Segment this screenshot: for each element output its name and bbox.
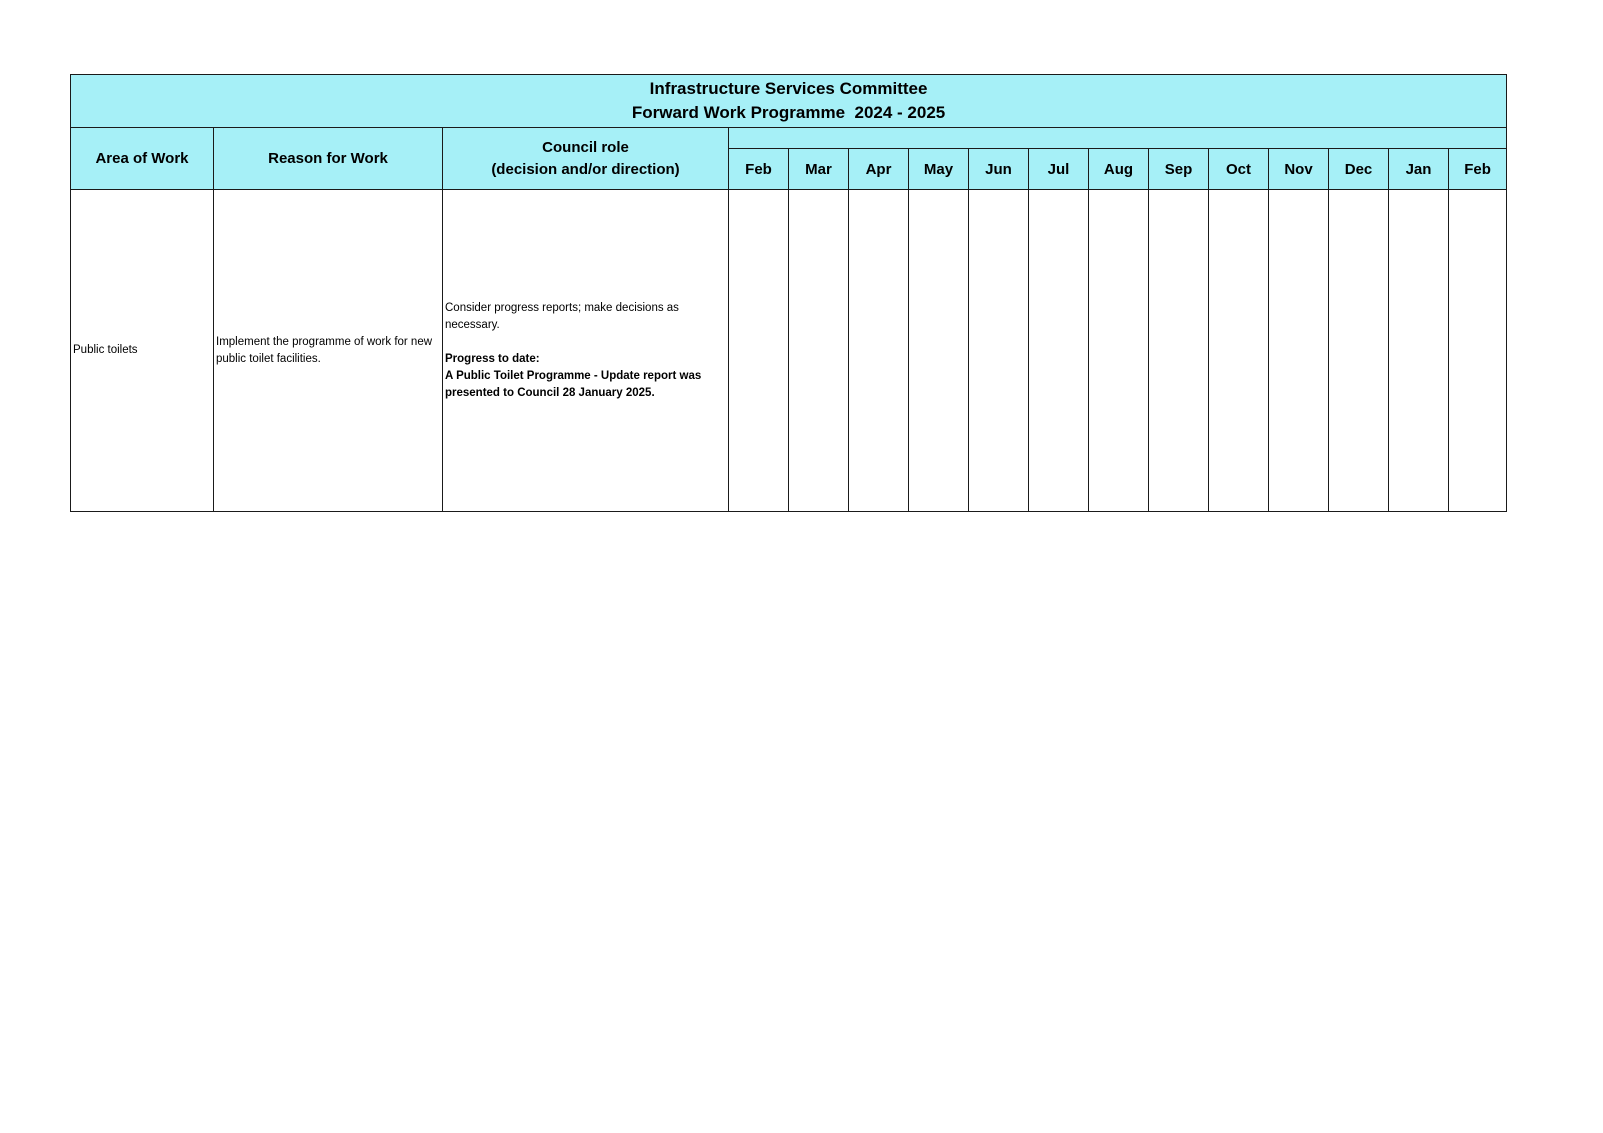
month-cell <box>1269 190 1329 512</box>
month-cell <box>1389 190 1449 512</box>
month-header: Oct <box>1209 149 1269 190</box>
month-header: Dec <box>1329 149 1389 190</box>
table-title <box>71 75 1507 128</box>
month-header: Sep <box>1149 149 1209 190</box>
month-cell <box>1089 190 1149 512</box>
council-role-text: Consider progress reports; make decisions as necessary. <box>445 301 679 331</box>
council-role-content <box>443 300 728 402</box>
council-role-label: Council role <box>542 138 629 156</box>
month-header: Nov <box>1269 149 1329 190</box>
header-area-of-work: Area of Work <box>71 128 214 190</box>
reason-for-work-cell <box>214 190 443 512</box>
month-header: May <box>909 149 969 190</box>
month-cell <box>1449 190 1507 512</box>
month-cell <box>909 190 969 512</box>
council-role-sublabel: (decision and/or direction) <box>491 160 680 178</box>
month-cell <box>969 190 1029 512</box>
month-cell <box>1329 190 1389 512</box>
work-programme-table <box>70 74 1507 512</box>
programme-title: Forward Work Programme 2024 - 2025 <box>631 103 946 122</box>
table-row <box>71 190 1507 512</box>
month-header: Feb <box>729 149 789 190</box>
month-header: Feb <box>1449 149 1507 190</box>
month-cell <box>789 190 849 512</box>
progress-label: Progress to date: <box>445 352 540 365</box>
month-header: Aug <box>1089 149 1149 190</box>
area-of-work-text: Public toilets <box>73 344 138 356</box>
month-header: Jul <box>1029 149 1089 190</box>
month-cell <box>1209 190 1269 512</box>
month-header: Jan <box>1389 149 1449 190</box>
month-header: Apr <box>849 149 909 190</box>
forward-work-programme-sheet <box>70 74 1506 512</box>
month-cell <box>1149 190 1209 512</box>
committee-title: Infrastructure Services Committee <box>649 79 928 98</box>
month-band <box>729 128 1507 149</box>
council-role-cell <box>443 190 729 512</box>
area-of-work-cell <box>71 190 214 512</box>
month-cell <box>849 190 909 512</box>
month-header: Mar <box>789 149 849 190</box>
reason-for-work-text: Implement the programme of work for new public toilet facilities. <box>216 335 433 365</box>
header-reason-for-work: Reason for Work <box>214 128 443 190</box>
header-council-role <box>443 128 729 190</box>
month-header: Jun <box>969 149 1029 190</box>
progress-text: A Public Toilet Programme - Update report was presented to Council 28 January 2025. <box>445 369 702 399</box>
month-cell <box>1029 190 1089 512</box>
month-cell <box>729 190 789 512</box>
